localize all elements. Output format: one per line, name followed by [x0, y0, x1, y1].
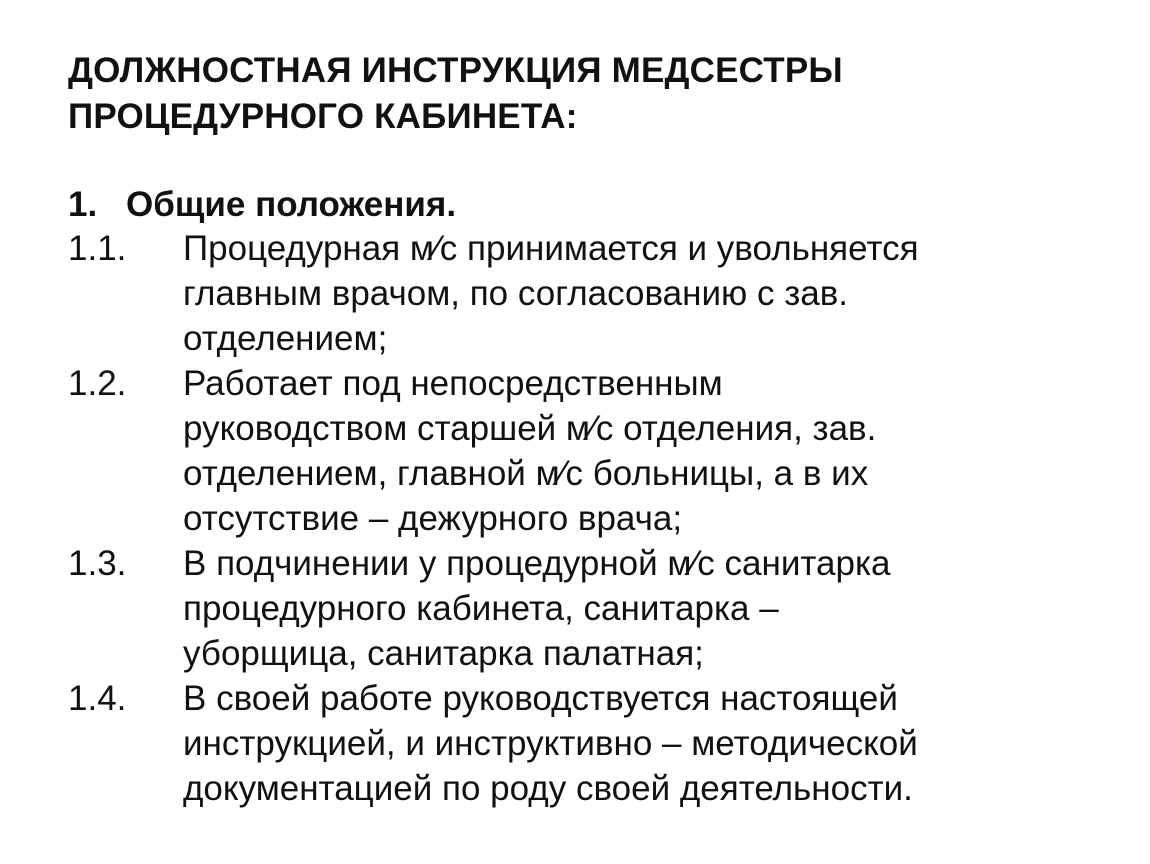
item-number: 1.2.: [68, 364, 127, 403]
item-text: [183, 541, 1128, 676]
item-line: Процедурная м⁄с принимается и увольняется: [183, 229, 919, 268]
item-number: 1.1.: [68, 229, 127, 268]
item-line: инструкцией, и инструктивно – методической: [183, 724, 918, 763]
item-line: отделением, главной м⁄с больницы, а в их: [183, 454, 869, 493]
title-line-2: ПРОЦЕДУРНОГО КАБИНЕТА:: [68, 97, 578, 136]
item-text: [183, 676, 1128, 811]
item-line: процедурного кабинета, санитарка –: [183, 589, 779, 628]
item-line: В подчинении у процедурной м⁄с санитарка: [183, 544, 891, 583]
item-line: отсутствие – дежурного врача;: [183, 499, 683, 538]
item-line: документацией по роду своей деятельности.: [183, 769, 913, 808]
item-text: [183, 361, 1128, 541]
list-item-1-4: [68, 676, 1128, 811]
item-line: В своей работе руководствуется настоящей: [183, 679, 898, 718]
item-number: 1.3.: [68, 544, 127, 583]
section-heading: [68, 183, 456, 227]
list-item-1-2: [68, 361, 1128, 541]
title-line-1: ДОЛЖНОСТНАЯ ИНСТРУКЦИЯ МЕДСЕСТРЫ: [68, 51, 843, 90]
list-item-1-3: [68, 541, 1128, 676]
item-number: 1.4.: [68, 679, 127, 718]
list-item-1-1: [68, 226, 1128, 361]
item-line: руководством старшей м⁄с отделения, зав.: [183, 409, 877, 448]
document-title: [68, 48, 1108, 140]
item-line: Работает под непосредственным: [183, 364, 723, 403]
instruction-list: [68, 226, 1128, 811]
section-number: 1.: [68, 185, 98, 224]
item-line: главным врачом, по согласованию с зав.: [183, 274, 849, 313]
section-heading-text: Общие положения.: [126, 185, 457, 224]
item-line: отделением;: [183, 319, 388, 358]
item-line: уборщица, санитарка палатная;: [183, 634, 704, 673]
item-text: [183, 226, 1128, 361]
